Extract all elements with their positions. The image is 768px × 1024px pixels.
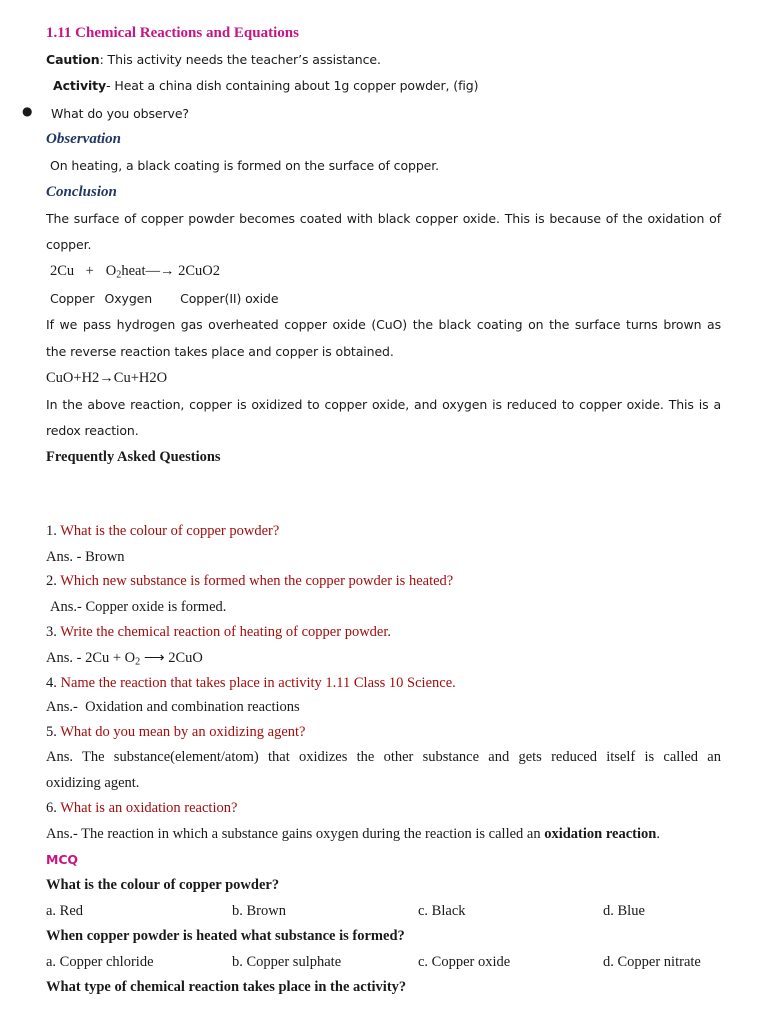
equation-2: CuO+H2→Cu+H2O [46,370,168,386]
equation-1-subscript: 2 [116,269,122,281]
faq-answer-4: Ans.- Oxidation and combination reactions [46,699,300,715]
faq-answer-6 [46,826,721,843]
faq-question-5 [46,724,721,741]
mcq-question-2: When copper powder is heated what substance is formed? [46,928,405,944]
faq-answer-part: ⟶ 2CuO [140,650,203,666]
faq-question-4 [46,675,721,692]
faq-question-text: Write the chemical reaction of heating of copper powder. [60,624,392,640]
faq-heading: Frequently Asked Questions [46,449,221,465]
hydrogen-line-1: If we pass hydrogen gas overheated copper oxide (CuO) the black coating on the surface turns brown as [46,317,721,332]
faq-question-text: What is an oxidation reaction? [60,800,238,816]
faq-answer-2: Ans.- Copper oxide is formed. [50,599,227,615]
hydrogen-line-2: the reverse reaction takes place and copper is obtained. [46,344,394,359]
mcq-heading: MCQ [46,852,78,867]
equation-1-plus: + [85,263,94,279]
faq-answer-part: Ans.- The reaction in which a substance gains oxygen during the reaction is called an [46,826,545,842]
bullet-icon: ● [22,104,33,118]
activity-line [53,78,721,93]
bullet-question: What do you observe? [51,106,189,121]
label-oxygen: Oxygen [104,291,153,306]
mcq-2-option-d: d. Copper nitrate [603,954,701,970]
mcq-question-3: What type of chemical reaction takes place in the activity? [46,979,407,995]
faq-answer-subscript: 2 [135,656,141,668]
faq-answer-1: Ans. - Brown [46,549,125,565]
section-heading: 1.11 Chemical Reactions and Equations [46,25,299,41]
conclusion-heading: Conclusion [46,184,117,200]
faq-number: 1. [46,523,61,539]
mcq-2-option-b: b. Copper sulphate [232,954,342,970]
faq-question-3 [46,624,721,641]
equation-1 [50,263,721,280]
faq-question-text: Which new substance is formed when the copper powder is heated? [60,573,454,589]
faq-question-text: What do you mean by an oxidizing agent? [60,724,306,740]
label-copper-oxide: Copper(II) oxide [180,291,279,306]
mcq-1-option-a: a. Red [46,903,84,919]
equation-1-product: heat––→ 2CuO2 [121,263,221,279]
faq-question-text: What is the colour of copper powder? [60,523,280,539]
activity-text: - Heat a china dish containing about 1g copper powder, (fig) [106,78,479,93]
redox-line-2: redox reaction. [46,423,139,438]
faq-number: 5. [46,724,61,740]
conclusion-line-1: The surface of copper powder becomes coated with black copper oxide. This is because of the oxidation of [46,211,721,226]
mcq-2-option-c: c. Copper oxide [418,954,511,970]
equation-1-labels [50,291,721,306]
faq-question-6 [46,800,721,817]
redox-line-1: In the above reaction, copper is oxidized to copper oxide, and oxygen is reduced to copper oxide. This is a [46,397,721,412]
activity-label: Activity [53,78,107,93]
caution-line [46,52,721,67]
mcq-1-option-c: c. Black [418,903,466,919]
faq-number: 6. [46,800,61,816]
faq-question-1 [46,523,721,540]
faq-number: 2. [46,573,61,589]
faq-answer-5-line-2: oxidizing agent. [46,775,140,791]
faq-answer-part: . [656,826,660,842]
faq-question-2 [46,573,721,590]
equation-1-reactant: 2Cu [50,263,75,279]
faq-number: 3. [46,624,61,640]
faq-answer-part: Ans. - 2Cu + O [46,650,136,666]
observation-heading: Observation [46,131,121,147]
faq-number: 4. [46,675,61,691]
conclusion-line-2: copper. [46,237,92,252]
mcq-1-option-b: b. Brown [232,903,286,919]
mcq-question-1: What is the colour of copper powder? [46,877,280,893]
faq-answer-3 [46,650,721,667]
equation-1-oxygen: O [105,263,117,279]
faq-answer-bold: oxidation reaction [544,826,657,842]
faq-question-text: Name the reaction that takes place in activity 1.11 Class 10 Science. [60,675,456,691]
faq-answer-5-line-1: Ans. The substance(element/atom) that oxidizes the other substance and gets reduced itself is called an [46,749,721,765]
observation-text: On heating, a black coating is formed on the surface of copper. [50,158,440,173]
mcq-2-option-a: a. Copper chloride [46,954,154,970]
caution-text: : This activity needs the teacher’s assistance. [99,52,381,67]
mcq-1-option-d: d. Blue [603,903,645,919]
label-copper: Copper [50,291,95,306]
caution-label: Caution [46,52,100,67]
